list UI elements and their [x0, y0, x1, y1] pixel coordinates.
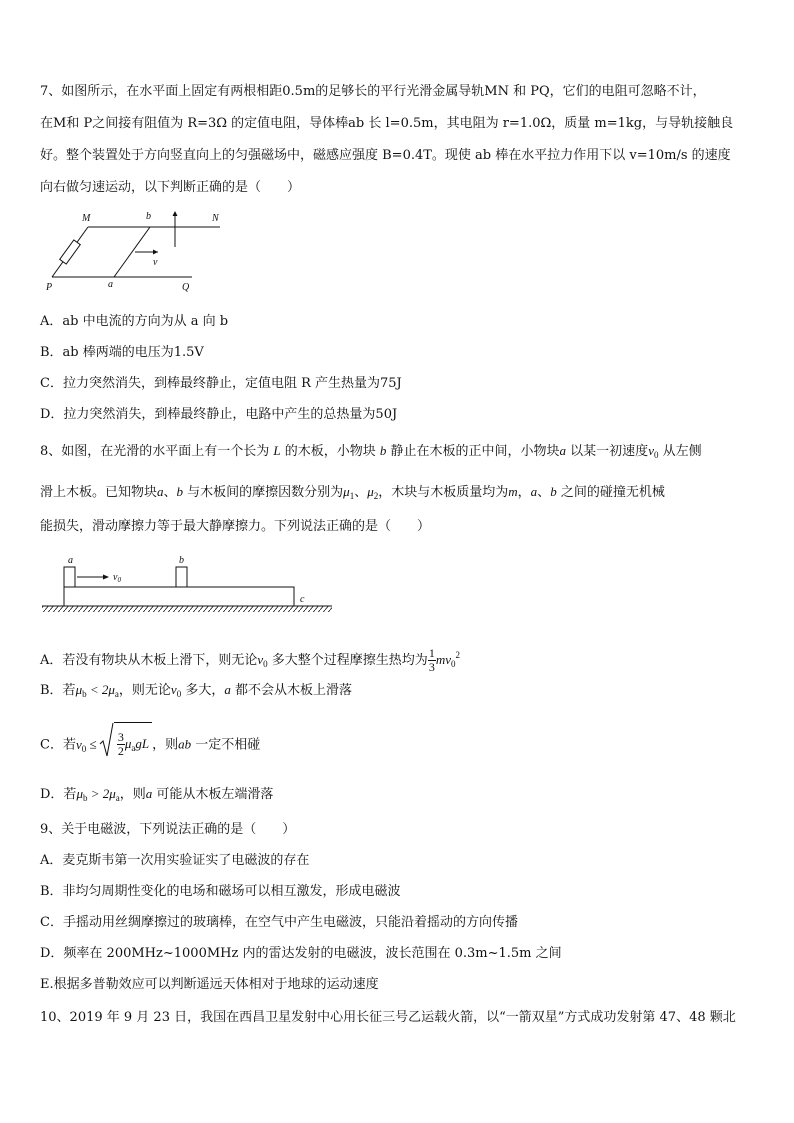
square-root-expression: $\frac{3}{2}$ $\mu_agL$	[100, 722, 152, 768]
q7-stem-line-2: 在M和 P之间接有阻值为 R=3Ω 的定值电阻，导体棒ab 长 l=0.5m，其电阻为 r=1.0Ω，质量 m=1kg，与导轨接触良	[40, 116, 734, 131]
q8-board-block-figure	[40, 550, 340, 614]
fraction-one-third: $\frac{1}{3}$	[428, 646, 435, 674]
q8-label-v0: $v_0$	[113, 572, 121, 584]
q9-option-b: B．非均匀周期性变化的电场和磁场可以相互激发，形成电磁波	[40, 884, 401, 899]
q8-option-d: D．若$\mu_b > 2\mu_a$，则a 可能从木板左端滑落	[40, 786, 274, 803]
q7-rail-circuit-figure	[40, 205, 240, 295]
q7-stem-line-3: 好。整个装置处于方向竖直向上的匀强磁场中，磁感应强度 B=0.4T。现使 ab 棒在水平拉力作用下以 v=10m/s 的速度	[40, 148, 731, 163]
q9-option-e: E.根据多普勒效应可以判断遥远天体相对于地球的运动速度	[40, 977, 379, 992]
radical-sign-icon	[100, 722, 114, 758]
q7-label-Q: Q	[182, 282, 190, 293]
q8-option-a: A．若没有物块从木板上滑下，则无论$v_0$ 多大整个过程摩擦生热均为 $\frac{1}{3}$ $mv_0^2$	[40, 646, 460, 674]
q9-option-a: A．麦克斯韦第一次用实验证实了电磁波的存在	[40, 853, 310, 868]
q8-stem-line-1: 8、如图，在光滑的水平面上有一个长为 L 的木板，小物块 b 静止在木板的正中间，小物块a 以某一初速度$v_0$ 从左侧	[40, 443, 702, 460]
q8-option-b: B．若$\mu_b < 2\mu_a$，则无论$v_0$ 多大，a 都不会从木板上滑落	[40, 682, 352, 699]
q8-label-c: c	[300, 594, 305, 605]
q7-label-b: b	[146, 211, 151, 222]
q7-option-a: A．ab 中电流的方向为从 a 向 b	[40, 314, 229, 329]
q7-option-b: B．ab 棒两端的电压为1.5V	[40, 345, 204, 360]
q8-option-c: C．若$v_0$ ≤ $\frac{3}{2}$ $\mu_agL$ ，则ab 一定不相碰	[40, 722, 260, 769]
q7-option-c: C．拉力突然消失，到棒最终静止，定值电阻 R 产生热量为75J	[40, 376, 402, 391]
q7-stem-line-4: 向右做匀速运动，以下判断正确的是（ ）	[40, 180, 301, 195]
q8-label-v0-sub: 0	[117, 576, 121, 584]
q7-label-N: N	[212, 213, 219, 224]
q8-label-b: b	[179, 555, 184, 566]
q8-label-a: a	[68, 555, 73, 566]
q9-option-d: D．频率在 200MHz~1000MHz 内的雷达发射的电磁波，波长范围在 0.3m~1.5m 之间	[40, 946, 562, 961]
q8-stem-line-3: 能损失，滑动摩擦力等于最大静摩擦力。下列说法正确的是（ ）	[40, 519, 431, 534]
q8-stem-line-2: 滑上木板。已知物块a、b 与木板间的摩擦因数分别为$\mu_1$、$\mu_2$，木块与木板质量均为m，a、b 之间的碰撞无机械	[40, 484, 665, 501]
q10-stem: 10、2019 年 9 月 23 日，我国在西昌卫星发射中心用长征三号乙运载火箭，以“一箭双星”方式成功发射第 47、48 颗北	[40, 1010, 736, 1025]
q7-stem-line-1: 7、如图所示，在水平面上固定有两根相距0.5m的足够长的平行光滑金属导轨MN 和 PQ，它们的电阻可忽略不计，	[40, 84, 706, 99]
q7-label-a: a	[108, 279, 113, 290]
q7-option-d: D．拉力突然消失，到棒最终静止，电路中产生的总热量为50J	[40, 407, 398, 422]
q7-label-v: v	[153, 257, 158, 268]
q9-stem: 9、关于电磁波，下列说法正确的是（ ）	[40, 822, 296, 837]
q7-label-P: P	[46, 282, 53, 293]
q9-option-c: C．手摇动用丝绸摩擦过的玻璃棒，在空气中产生电磁波，只能沿着摇动的方向传播	[40, 915, 518, 930]
q7-label-M: M	[82, 213, 91, 224]
